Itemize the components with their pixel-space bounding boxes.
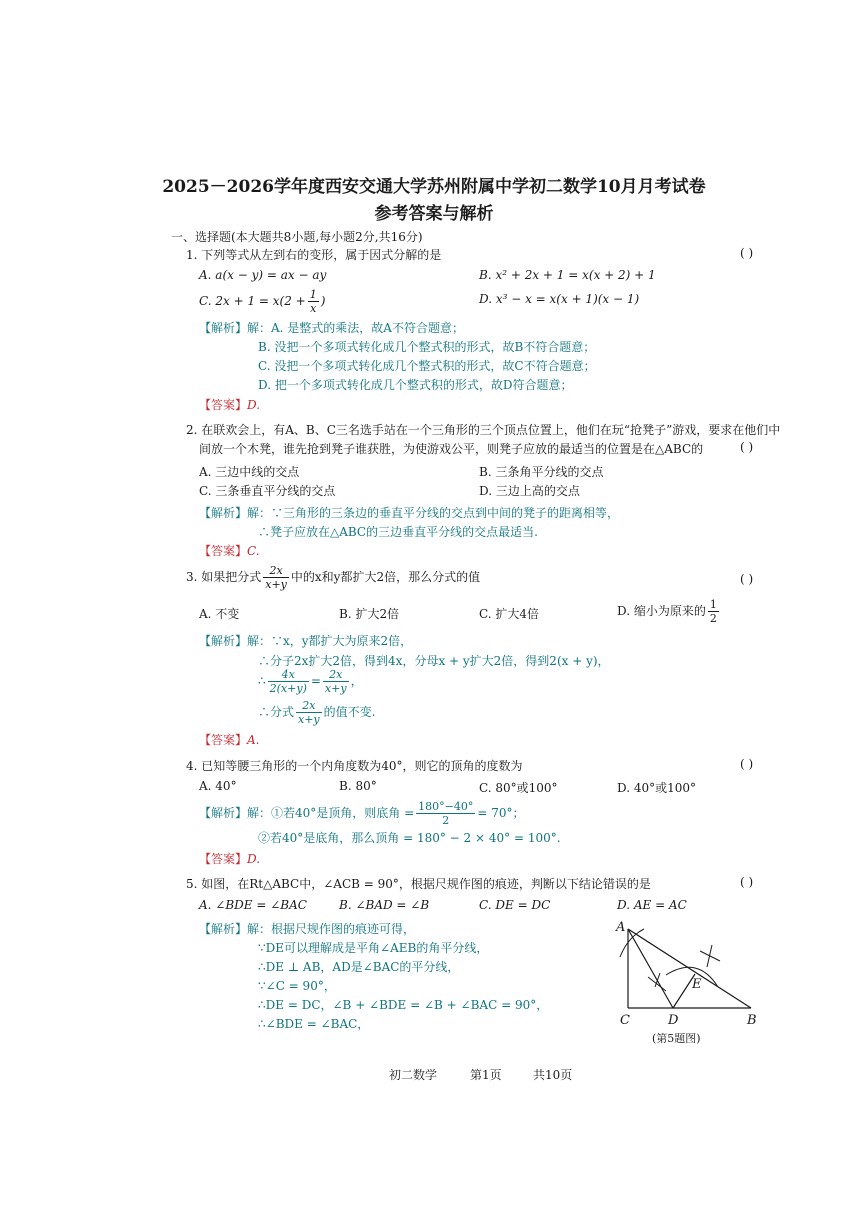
point-a-label: A xyxy=(616,920,626,935)
q2-stem-line-2: 间放一个木凳，谁先抢到凳子谁获胜，为使游戏公平，则凳子应放的最适当的位置是在△ABC的 xyxy=(199,442,704,456)
q5-analysis-line-3: ∴DE ⊥ AB，AD是∠BAC的平分线， xyxy=(258,960,460,974)
q2-option-b: B. 三条角平分线的交点 xyxy=(479,465,604,479)
arc-mark-1 xyxy=(648,973,666,991)
q4-option-a: A. 40° xyxy=(199,779,237,793)
point-e-label: E xyxy=(692,977,702,992)
page-title: 2025－2026学年度西安交通大学苏州附属中学初二数学10月月考试卷 xyxy=(162,177,706,197)
q5-analysis-line-5: ∴DE = DC，∠B + ∠BDE = ∠B + ∠BAC = 90°， xyxy=(258,998,549,1012)
q5-option-d: D. AE = AC xyxy=(617,898,687,912)
q1-option-b: B. x² + 2x + 1 = x(x + 2) + 1 xyxy=(479,268,656,282)
figure-caption: (第5题图) xyxy=(652,1032,701,1045)
q2-option-c: C. 三条垂直平分线的交点 xyxy=(199,484,336,498)
point-d-label: D xyxy=(668,1013,679,1028)
q4-option-c: C. 80°或100° xyxy=(479,781,558,795)
q4-stem: 4. 已知等腰三角形的一个内角度数为40°，则它的顶角的度数为 xyxy=(186,759,523,773)
q2-option-d: D. 三边上高的交点 xyxy=(479,484,580,498)
q5-analysis-line-2: ∵DE可以理解成是平角∠AEB的角平分线， xyxy=(258,941,489,955)
q5-answer-paren: ( ) xyxy=(740,875,754,889)
q2-analysis-line-1: 【解析】解：∵三角形的三条边的垂直平分线的交点到中间的凳子的距离相等， xyxy=(199,506,620,520)
q1-analysis-line-1: 【解析】解：A. 是整式的乘法，故A不符合题意； xyxy=(199,321,464,335)
arc-mark-2 xyxy=(700,945,720,967)
q4-analysis-line-2: ②若40°是底角，那么顶角 = 180° − 2 × 40° = 100°. xyxy=(258,831,561,845)
q3-option-a: A. 不变 xyxy=(199,607,240,621)
q4-option-d: D. 40°或100° xyxy=(617,781,696,795)
q1-analysis-line-4: D. 把一个多项式转化成几个整式积的形式，故D符合题意； xyxy=(258,378,573,392)
q5-analysis-line-1: 【解析】解：根据尺规作图的痕迹可得， xyxy=(199,922,416,936)
q5-analysis-line-4: ∵∠C = 90°， xyxy=(258,979,336,993)
q1-option-a: A. a(x − y) = ax − ay xyxy=(199,268,327,282)
point-c-label: C xyxy=(620,1013,630,1028)
q4-option-b: B. 80° xyxy=(339,779,377,793)
point-b-label: B xyxy=(747,1013,757,1028)
q1-answer: 【答案】D. xyxy=(199,398,261,412)
q3-option-d: D. 缩小为原来的 $\frac{1}{2}$ xyxy=(617,598,717,625)
q3-analysis-line-1: 【解析】解：∵x，y都扩大为原来2倍， xyxy=(199,634,413,648)
section-header: 一、选择题(本大题共8小题,每小题2分,共16分) xyxy=(171,230,423,244)
q3-analysis-line-2: ∴分子2x扩大2倍，得到4x，分母x + y扩大2倍，得到2(x + y)， xyxy=(258,654,610,668)
q5-stem: 5. 如图，在Rt△ABC中，∠ACB = 90°，根据尺规作图的痕迹，判断以下结论错误的是 xyxy=(186,877,651,891)
footer-page-number: 第1页 xyxy=(470,1068,502,1082)
q5-option-c: C. DE = DC xyxy=(479,898,551,912)
q2-analysis-line-2: ∴凳子应放在△ABC的三边垂直平分线的交点最适当. xyxy=(258,525,538,539)
q1-option-c: C. 2x + 1 = x(2 + $\frac{1}{x}$ ) xyxy=(199,288,326,315)
footer-total-pages: 共10页 xyxy=(533,1068,573,1082)
q5-figure xyxy=(608,915,768,1050)
q5-analysis-line-6: ∴∠BDE = ∠BAC， xyxy=(258,1017,370,1031)
q5-option-a: A. ∠BDE = ∠BAC xyxy=(199,898,307,912)
q3-answer: 【答案】A. xyxy=(199,733,260,747)
segment-ad xyxy=(628,929,673,1008)
q4-answer-paren: ( ) xyxy=(740,757,754,771)
q1-analysis-line-3: C. 没把一个多项式转化成几个整式积的形式，故C不符合题意； xyxy=(258,359,596,373)
q3-analysis-line-3: ∴ $\frac{4x}{2(x+y)}$ = $\frac{2x}{x+y}$ ， xyxy=(258,668,363,695)
footer-subject: 初二数学 xyxy=(389,1068,438,1082)
q2-option-a: A. 三边中线的交点 xyxy=(199,465,300,479)
page-subtitle: 参考答案与解析 xyxy=(374,204,494,224)
q3-stem: 3. 如果把分式 $\frac{2x}{x+y}$ 中的x和y都扩大2倍，那么分式的值 xyxy=(186,564,481,591)
q2-answer-paren: ( ) xyxy=(740,440,754,454)
q3-option-b: B. 扩大2倍 xyxy=(339,607,400,621)
q5-option-b: B. ∠BAD = ∠B xyxy=(339,898,430,912)
q2-stem-line-1: 2. 在联欢会上，有A、B、C三名选手站在一个三角形的三个顶点位置上，他们在玩“抢凳子”游戏，要求在他们中 xyxy=(186,423,781,437)
q3-answer-paren: ( ) xyxy=(740,572,754,586)
q2-answer: 【答案】C. xyxy=(199,544,260,558)
q4-answer: 【答案】D. xyxy=(199,852,261,866)
q4-analysis-line-1: 【解析】解：①若40°是顶角，则底角 = $\frac{180^\circ-40^\circ}{2}$ = 70°； xyxy=(199,800,525,827)
q3-analysis-line-4: ∴分式 $\frac{2x}{x+y}$ 的值不变. xyxy=(258,699,376,726)
segment-ab xyxy=(628,929,751,1008)
q3-option-c: C. 扩大4倍 xyxy=(479,607,540,621)
q1-answer-paren: ( ) xyxy=(740,246,754,260)
q1-option-d: D. x³ − x = x(x + 1)(x − 1) xyxy=(479,292,640,306)
q1-stem: 1. 下列等式从左到右的变形，属于因式分解的是 xyxy=(186,248,442,262)
q1-analysis-line-2: B. 没把一个多项式转化成几个整式积的形式，故B不符合题意； xyxy=(258,340,596,354)
